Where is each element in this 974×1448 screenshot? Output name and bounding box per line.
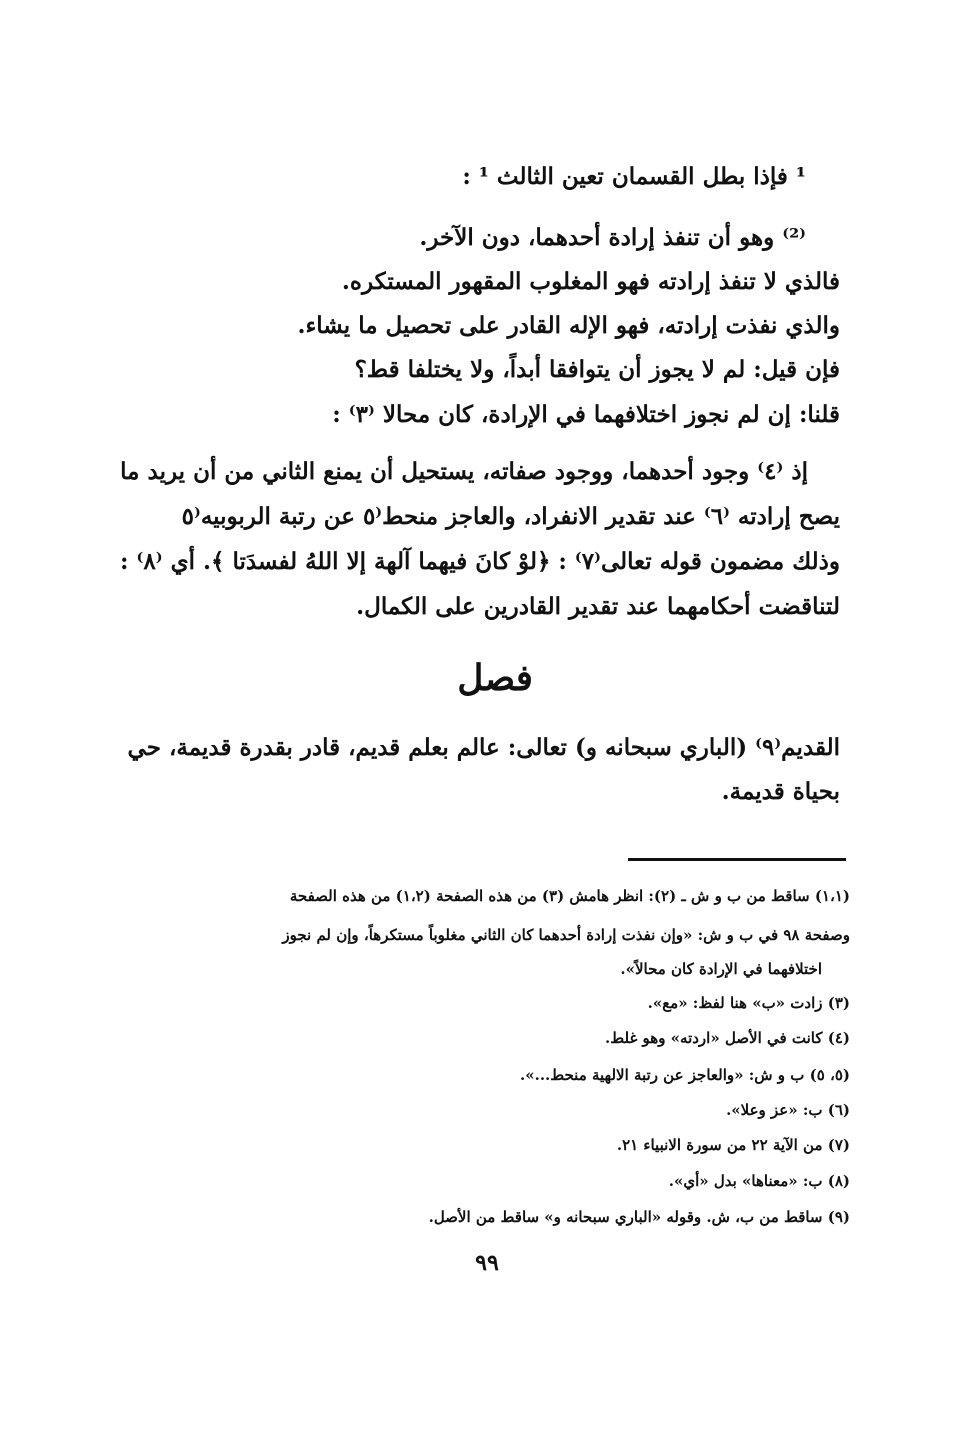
footnote-line: (٩) ساقط من ب، ش. وقوله «الباري سبحانه و» ساقط من الأصل.	[428, 1208, 850, 1226]
footnote-divider	[628, 858, 846, 861]
footnote-line: (٧) من الآية ٢٢ من سورة الانبياء ٢١.	[616, 1136, 850, 1154]
main-text-line: وذلك مضمون قوله تعالى⁽٧⁾ : ﴿لوْ كانَ فيهما آلهة إلا اللهُ لفسدَتا ﴾. أي ⁽٨⁾ :	[120, 548, 840, 575]
footnote-line: اختلافهما في الإرادة كان محالاً».	[620, 960, 822, 978]
main-text-line: إذ ⁽٤⁾ وجود أحدهما، ووجود صفاته، يستحيل أن يمنع الثاني من أن يريد ما	[120, 458, 808, 485]
page-number: ٩٩	[475, 1250, 499, 1276]
section-text-line: بحياة قديمة.	[721, 778, 840, 805]
main-text-line: فإن قيل: لم لا يجوز أن يتوافقا أبداً، ولا يختلفا قط؟	[354, 356, 840, 383]
main-text-line: والذي نفذت إرادته، فهو الإله القادر على تحصيل ما يشاء.	[297, 312, 840, 339]
section-heading: فصل	[457, 657, 533, 699]
main-text-line: يصح إرادته ⁽٦⁾ عند تقدير الانفراد، والعاجز منحط⁽٥ عن رتبة الربوبيه⁽٥	[181, 503, 840, 530]
footnote-line: (٨) ب: «معناها» بدل «أي».	[668, 1172, 850, 1190]
main-text-line: لتناقضت أحكامهما عند تقدير القادرين على الكمال.	[356, 593, 840, 620]
footnote-line: (٣) زادت «ب» هنا لفظ: «مع».	[647, 994, 850, 1012]
footnote-line: (١،١) ساقط من ب و ش ـ (٢): انظر هامش (٣) من هذه الصفحة (١،٢) من هذه الصفحة	[289, 887, 850, 905]
main-text-line: قلنا: إن لم نجوز اختلافهما في الإرادة، كان محالا ⁽٣⁾ :	[332, 401, 840, 428]
footnote-line: (٦) ب: «عز وعلا».	[726, 1101, 850, 1119]
footnote-line: وصفحة ٩٨ في ب و ش: «وإن نفذت إرادة أحدهما كان الثاني مغلوباً مستكرهاً، وإن لم نجوز	[282, 926, 850, 944]
main-text-line: فالذي لا تنفذ إرادته فهو المغلوب المقهور المستكره.	[341, 268, 840, 295]
section-text-line: القديم⁽٩⁾ (الباري سبحانه و) تعالى: عالم بعلم قديم، قادر بقدرة قديمة، حي	[127, 734, 840, 761]
footnote-line: (٤) كانت في الأصل «اردته» وهو غلط.	[605, 1029, 850, 1047]
footnote-line: (٥، ٥) ب و ش: «والعاجز عن رتبة الالهية منحط...».	[520, 1066, 850, 1084]
main-text-line: ⁽²⁾ وهو أن تنفذ إرادة أحدهما، دون الآخر.	[419, 224, 806, 251]
main-text-line: ¹ فإذا بطل القسمان تعين الثالث ¹ :	[462, 163, 806, 190]
